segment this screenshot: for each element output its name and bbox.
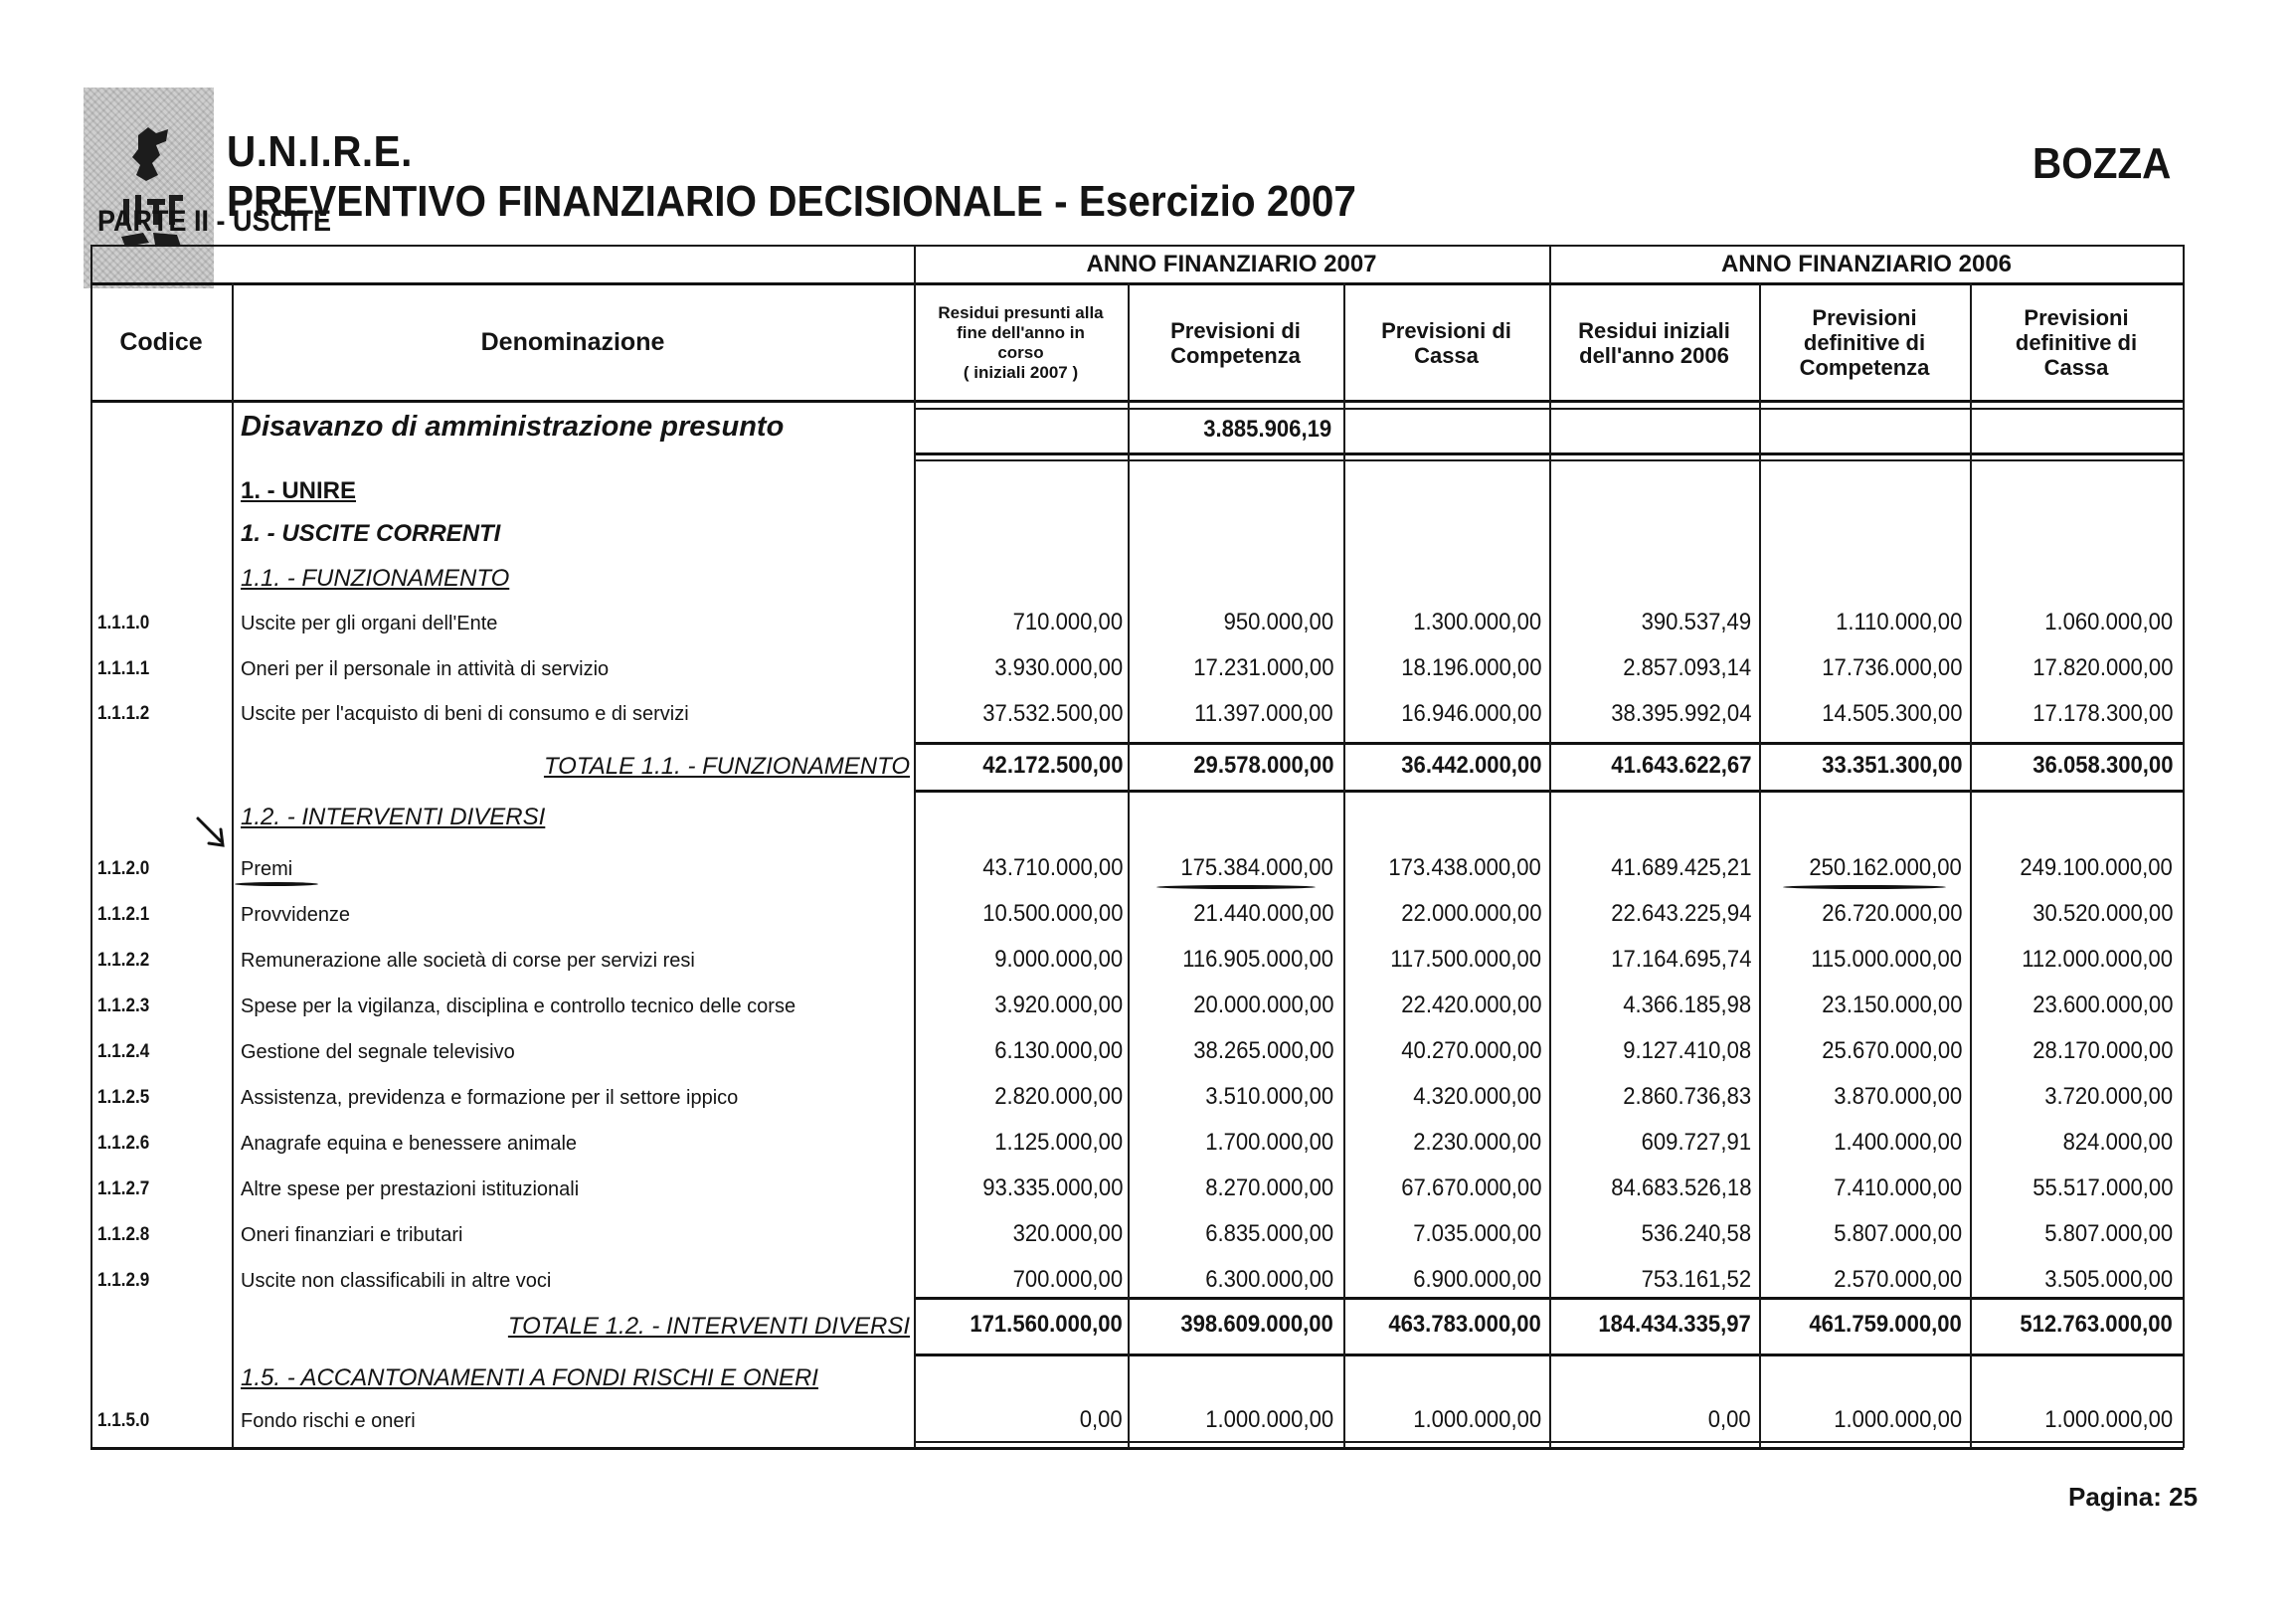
cell-previsioni-def-cassa: 30.520.000,00 bbox=[2031, 900, 2173, 927]
section-heading-unire: 1. - UNIRE bbox=[241, 477, 357, 504]
cell-residui-iniziali-2006: 41.689.425,21 bbox=[1610, 854, 1751, 881]
row-description: Spese per la vigilanza, disciplina e controllo tecnico delle corse bbox=[241, 995, 796, 1017]
cell-previsioni-competenza: 1.000.000,00 bbox=[1205, 1406, 1333, 1433]
total-residui-iniziali-2006: 41.643.622,67 bbox=[1610, 752, 1751, 779]
row-description: Uscite per gli organi dell'Ente bbox=[241, 613, 498, 634]
row-description: Assistenza, previdenza e formazione per il settore ippico bbox=[241, 1087, 739, 1109]
cell-previsioni-def-competenza: 2.570.000,00 bbox=[1834, 1266, 1962, 1293]
cell-previsioni-def-competenza: 17.736.000,00 bbox=[1821, 654, 1962, 681]
total-previsioni-competenza: 398.609.000,00 bbox=[1180, 1311, 1333, 1338]
cell-previsioni-def-cassa: 23.600.000,00 bbox=[2031, 992, 2173, 1018]
cell-residui-presunti: 43.710.000,00 bbox=[981, 854, 1123, 881]
row-code: 1.1.2.2 bbox=[97, 950, 150, 971]
col-divider-residui bbox=[1128, 282, 1130, 1448]
cell-residui-iniziali-2006: 4.366.185,98 bbox=[1623, 992, 1751, 1018]
cell-previsioni-competenza: 6.835.000,00 bbox=[1205, 1220, 1333, 1247]
cell-previsioni-def-competenza: 115.000.000,00 bbox=[1811, 946, 1962, 973]
row-description: Gestione del segnale televisivo bbox=[241, 1041, 515, 1063]
cell-previsioni-competenza: 38.265.000,00 bbox=[1192, 1037, 1333, 1064]
table-bottom-border bbox=[90, 1447, 2184, 1450]
header-line: definitive di bbox=[1803, 330, 1926, 355]
cell-residui-iniziali-2006: 2.857.093,14 bbox=[1623, 654, 1751, 681]
row-code: 1.1.2.6 bbox=[97, 1133, 150, 1154]
cell-previsioni-def-cassa: 5.807.000,00 bbox=[2044, 1220, 2173, 1247]
row-description: Oneri finanziari e tributari bbox=[241, 1224, 463, 1246]
cell-previsioni-def-cassa: 3.720.000,00 bbox=[2044, 1083, 2173, 1110]
cell-residui-presunti: 700.000,00 bbox=[1012, 1266, 1123, 1293]
cell-residui-presunti: 320.000,00 bbox=[1012, 1220, 1123, 1247]
header-line: Cassa bbox=[1414, 342, 1479, 368]
cell-residui-presunti: 37.532.500,00 bbox=[981, 700, 1123, 727]
section-title: PARTE II - USCITE bbox=[97, 205, 332, 238]
handwritten-underline-mark bbox=[1783, 885, 1946, 889]
cell-previsioni-def-cassa: 824.000,00 bbox=[2062, 1129, 2173, 1156]
cell-residui-iniziali-2006: 38.395.992,04 bbox=[1610, 700, 1751, 727]
col-header-previsioni-definitive-cassa bbox=[1970, 285, 2183, 400]
cell-previsioni-cassa: 6.900.000,00 bbox=[1413, 1266, 1541, 1293]
handwritten-underline-mark bbox=[1156, 885, 1316, 889]
cell-residui-iniziali-2006: 609.727,91 bbox=[1641, 1129, 1751, 1156]
cell-residui-presunti: 93.335.000,00 bbox=[981, 1174, 1123, 1201]
header-line: corso bbox=[997, 342, 1044, 362]
col-header-residui-presunti bbox=[914, 285, 1128, 400]
col-header-previsioni-competenza bbox=[1128, 285, 1343, 400]
total-residui-presunti: 171.560.000,00 bbox=[970, 1311, 1123, 1338]
cell-residui-presunti: 6.130.000,00 bbox=[994, 1037, 1123, 1064]
row-code: 1.1.2.3 bbox=[97, 995, 150, 1016]
cell-residui-iniziali-2006: 17.164.695,74 bbox=[1610, 946, 1751, 973]
cell-previsioni-cassa: 22.000.000,00 bbox=[1400, 900, 1541, 927]
row-description: Anagrafe equina e benessere animale bbox=[241, 1133, 578, 1155]
col-divider-competenza bbox=[1343, 282, 1345, 1448]
cell-residui-presunti: 3.930.000,00 bbox=[994, 654, 1123, 681]
row-code: 1.1.2.4 bbox=[97, 1041, 150, 1062]
cell-previsioni-competenza: 175.384.000,00 bbox=[1180, 854, 1333, 881]
column-header-divider bbox=[90, 400, 2184, 403]
row-code: 1.1.2.8 bbox=[97, 1224, 150, 1245]
col-divider-residui-2006 bbox=[1759, 282, 1761, 1448]
row-description: Uscite non classificabili in altre voci bbox=[241, 1270, 552, 1292]
total-previsioni-def-competenza: 461.759.000,00 bbox=[1809, 1311, 1962, 1338]
row-code: 1.1.2.7 bbox=[97, 1178, 150, 1199]
row-description: Premi bbox=[241, 858, 293, 880]
cell-previsioni-cassa: 40.270.000,00 bbox=[1400, 1037, 1541, 1064]
row-code: 1.1.2.0 bbox=[97, 858, 150, 879]
header-line: Residui presunti alla bbox=[938, 302, 1104, 322]
col-divider-codice bbox=[232, 282, 234, 1448]
cell-previsioni-def-competenza: 23.150.000,00 bbox=[1821, 992, 1962, 1018]
row-description: Provvidenze bbox=[241, 904, 351, 926]
total-label: TOTALE 1.2. - INTERVENTI DIVERSI bbox=[507, 1313, 910, 1340]
cell-previsioni-cassa: 117.500.000,00 bbox=[1390, 946, 1541, 973]
row-code: 1.1.2.9 bbox=[97, 1270, 150, 1291]
row-description: Uscite per l'acquisto di beni di consumo e di servizi bbox=[241, 703, 689, 725]
cell-previsioni-competenza: 116.905.000,00 bbox=[1182, 946, 1333, 973]
cell-previsioni-cassa: 22.420.000,00 bbox=[1400, 992, 1541, 1018]
section-heading-uscite-correnti: 1. - USCITE CORRENTI bbox=[241, 520, 501, 547]
cell-previsioni-def-cassa: 3.505.000,00 bbox=[2044, 1266, 2173, 1293]
group-header-2006: ANNO FINANZIARIO 2006 bbox=[1720, 251, 2013, 277]
cell-residui-iniziali-2006: 390.537,49 bbox=[1641, 609, 1751, 635]
cell-previsioni-def-competenza: 1.110.000,00 bbox=[1835, 609, 1962, 635]
cell-residui-iniziali-2006: 2.860.736,83 bbox=[1623, 1083, 1751, 1110]
cell-previsioni-def-competenza: 7.410.000,00 bbox=[1834, 1174, 1962, 1201]
cell-residui-iniziali-2006: 22.643.225,94 bbox=[1610, 900, 1751, 927]
cell-previsioni-def-cassa: 28.170.000,00 bbox=[2031, 1037, 2173, 1064]
cell-previsioni-competenza: 6.300.000,00 bbox=[1205, 1266, 1333, 1293]
cell-previsioni-def-cassa: 1.000.000,00 bbox=[2044, 1406, 2173, 1433]
cell-residui-presunti: 9.000.000,00 bbox=[994, 946, 1123, 973]
cell-previsioni-competenza: 1.700.000,00 bbox=[1205, 1129, 1333, 1156]
cell-previsioni-def-competenza: 5.807.000,00 bbox=[1834, 1220, 1962, 1247]
cell-residui-presunti: 0,00 bbox=[1080, 1406, 1123, 1433]
cell-previsioni-cassa: 18.196.000,00 bbox=[1400, 654, 1541, 681]
cell-previsioni-def-competenza: 1.400.000,00 bbox=[1834, 1129, 1962, 1156]
cell-residui-presunti: 3.920.000,00 bbox=[994, 992, 1123, 1018]
cell-previsioni-def-cassa: 17.820.000,00 bbox=[2031, 654, 2173, 681]
section-heading-interventi-diversi: 1.2. - INTERVENTI DIVERSI bbox=[241, 804, 546, 830]
cell-previsioni-competenza: 8.270.000,00 bbox=[1205, 1174, 1333, 1201]
col-header-denominazione: Denominazione bbox=[480, 328, 665, 356]
cell-residui-iniziali-2006: 536.240,58 bbox=[1641, 1220, 1751, 1247]
header-line: Competenza bbox=[1799, 355, 1930, 380]
row-code: 1.1.5.0 bbox=[97, 1410, 150, 1431]
cell-previsioni-def-cassa: 17.178.300,00 bbox=[2031, 700, 2173, 727]
cell-previsioni-def-competenza: 26.720.000,00 bbox=[1821, 900, 1962, 927]
row-code: 1.1.1.2 bbox=[97, 703, 150, 724]
cell-previsioni-cassa: 1.000.000,00 bbox=[1413, 1406, 1541, 1433]
cell-previsioni-def-cassa: 249.100.000,00 bbox=[2020, 854, 2173, 881]
cell-previsioni-cassa: 7.035.000,00 bbox=[1413, 1220, 1541, 1247]
col-divider-denominazione bbox=[914, 245, 916, 1448]
header-line: Previsioni di bbox=[1381, 317, 1511, 343]
total-previsioni-def-cassa: 512.763.000,00 bbox=[2020, 1311, 2173, 1338]
cell-previsioni-def-competenza: 25.670.000,00 bbox=[1821, 1037, 1962, 1064]
total-residui-presunti: 42.172.500,00 bbox=[981, 752, 1123, 779]
header-line: dell'anno 2006 bbox=[1579, 342, 1729, 368]
document-title: PREVENTIVO FINANZIARIO DECISIONALE - Esercizio 2007 bbox=[227, 177, 1356, 226]
cell-previsioni-cassa: 67.670.000,00 bbox=[1400, 1174, 1541, 1201]
handwritten-arrow-icon bbox=[195, 815, 231, 849]
total-label: TOTALE 1.1. - FUNZIONAMENTO bbox=[543, 753, 910, 780]
cell-previsioni-def-competenza: 3.870.000,00 bbox=[1834, 1083, 1962, 1110]
cell-previsioni-competenza: 21.440.000,00 bbox=[1192, 900, 1333, 927]
cell-previsioni-competenza: 950.000,00 bbox=[1223, 609, 1333, 635]
header-line: Competenza bbox=[1170, 342, 1301, 368]
handwritten-underline-mark bbox=[235, 882, 318, 886]
header-line: Previsioni bbox=[2024, 305, 2129, 330]
disavanzo-value: 3.885.906,19 bbox=[1203, 416, 1331, 443]
cell-previsioni-def-competenza: 1.000.000,00 bbox=[1834, 1406, 1962, 1433]
section-heading-funzionamento: 1.1. - FUNZIONAMENTO bbox=[241, 565, 510, 592]
unire-logo-icon bbox=[84, 88, 214, 288]
cell-previsioni-cassa: 16.946.000,00 bbox=[1400, 700, 1541, 727]
header-line: definitive di bbox=[2015, 330, 2138, 355]
header-line: Cassa bbox=[2043, 355, 2109, 380]
cell-previsioni-competenza: 3.510.000,00 bbox=[1205, 1083, 1333, 1110]
cell-residui-presunti: 1.125.000,00 bbox=[994, 1129, 1123, 1156]
row-code: 1.1.2.1 bbox=[97, 904, 150, 925]
cell-previsioni-def-competenza: 250.162.000,00 bbox=[1809, 854, 1962, 881]
cell-previsioni-competenza: 11.397.000,00 bbox=[1194, 700, 1333, 727]
cell-previsioni-def-cassa: 55.517.000,00 bbox=[2031, 1174, 2173, 1201]
total-previsioni-def-competenza: 33.351.300,00 bbox=[1821, 752, 1962, 779]
col-header-codice: Codice bbox=[119, 328, 203, 356]
col-header-previsioni-cassa bbox=[1343, 285, 1549, 400]
row-code: 1.1.1.0 bbox=[97, 613, 150, 633]
col-header-residui-iniziali-2006 bbox=[1549, 285, 1759, 400]
row-code: 1.1.1.1 bbox=[97, 658, 150, 679]
draft-status-label: BOZZA bbox=[2032, 139, 2172, 188]
cell-previsioni-def-competenza: 14.505.300,00 bbox=[1821, 700, 1962, 727]
section-heading-accantonamenti: 1.5. - ACCANTONAMENTI A FONDI RISCHI E ONERI bbox=[241, 1364, 818, 1391]
cell-residui-presunti: 10.500.000,00 bbox=[981, 900, 1123, 927]
disavanzo-label: Disavanzo di amministrazione presunto bbox=[241, 411, 785, 443]
group-header-2007: ANNO FINANZIARIO 2007 bbox=[1086, 251, 1377, 277]
cell-previsioni-cassa: 2.230.000,00 bbox=[1413, 1129, 1541, 1156]
cell-residui-presunti: 710.000,00 bbox=[1012, 609, 1123, 635]
header-line: ( iniziali 2007 ) bbox=[963, 362, 1079, 382]
table-right-border bbox=[2183, 245, 2185, 1448]
cell-previsioni-cassa: 1.300.000,00 bbox=[1413, 609, 1541, 635]
header-line: fine dell'anno in bbox=[957, 322, 1085, 342]
total-previsioni-def-cassa: 36.058.300,00 bbox=[2031, 752, 2173, 779]
header-line: Previsioni di bbox=[1170, 317, 1301, 343]
header-line: Previsioni bbox=[1812, 305, 1917, 330]
cell-residui-presunti: 2.820.000,00 bbox=[994, 1083, 1123, 1110]
cell-previsioni-cassa: 4.320.000,00 bbox=[1413, 1083, 1541, 1110]
total-residui-iniziali-2006: 184.434.335,97 bbox=[1598, 1311, 1751, 1338]
total-previsioni-cassa: 36.442.000,00 bbox=[1400, 752, 1541, 779]
cell-residui-iniziali-2006: 84.683.526,18 bbox=[1610, 1174, 1751, 1201]
cell-previsioni-competenza: 17.231.000,00 bbox=[1192, 654, 1333, 681]
row-description: Fondo rischi e oneri bbox=[241, 1410, 416, 1432]
cell-residui-iniziali-2006: 753.161,52 bbox=[1641, 1266, 1751, 1293]
col-divider-cassa bbox=[1549, 245, 1551, 1448]
cell-previsioni-competenza: 20.000.000,00 bbox=[1192, 992, 1333, 1018]
cell-previsioni-def-cassa: 112.000.000,00 bbox=[2022, 946, 2173, 973]
row-description: Oneri per il personale in attività di servizio bbox=[241, 658, 610, 680]
col-divider-def-competenza bbox=[1970, 282, 1972, 1448]
cell-previsioni-def-cassa: 1.060.000,00 bbox=[2044, 609, 2173, 635]
organization-name: U.N.I.R.E. bbox=[227, 127, 413, 176]
row-description: Altre spese per prestazioni istituzionali bbox=[241, 1178, 580, 1200]
page-number: Pagina: 25 bbox=[2068, 1482, 2199, 1512]
row-description: Remunerazione alle società di corse per servizi resi bbox=[241, 950, 695, 972]
total-previsioni-cassa: 463.783.000,00 bbox=[1388, 1311, 1541, 1338]
header-line: Residui iniziali bbox=[1578, 317, 1730, 343]
total-previsioni-competenza: 29.578.000,00 bbox=[1192, 752, 1333, 779]
cell-residui-iniziali-2006: 0,00 bbox=[1708, 1406, 1751, 1433]
col-header-previsioni-definitive-competenza bbox=[1759, 285, 1970, 400]
cell-residui-iniziali-2006: 9.127.410,08 bbox=[1623, 1037, 1751, 1064]
table-left-border bbox=[90, 245, 92, 1448]
row-code: 1.1.2.5 bbox=[97, 1087, 150, 1108]
cell-previsioni-cassa: 173.438.000,00 bbox=[1388, 854, 1541, 881]
